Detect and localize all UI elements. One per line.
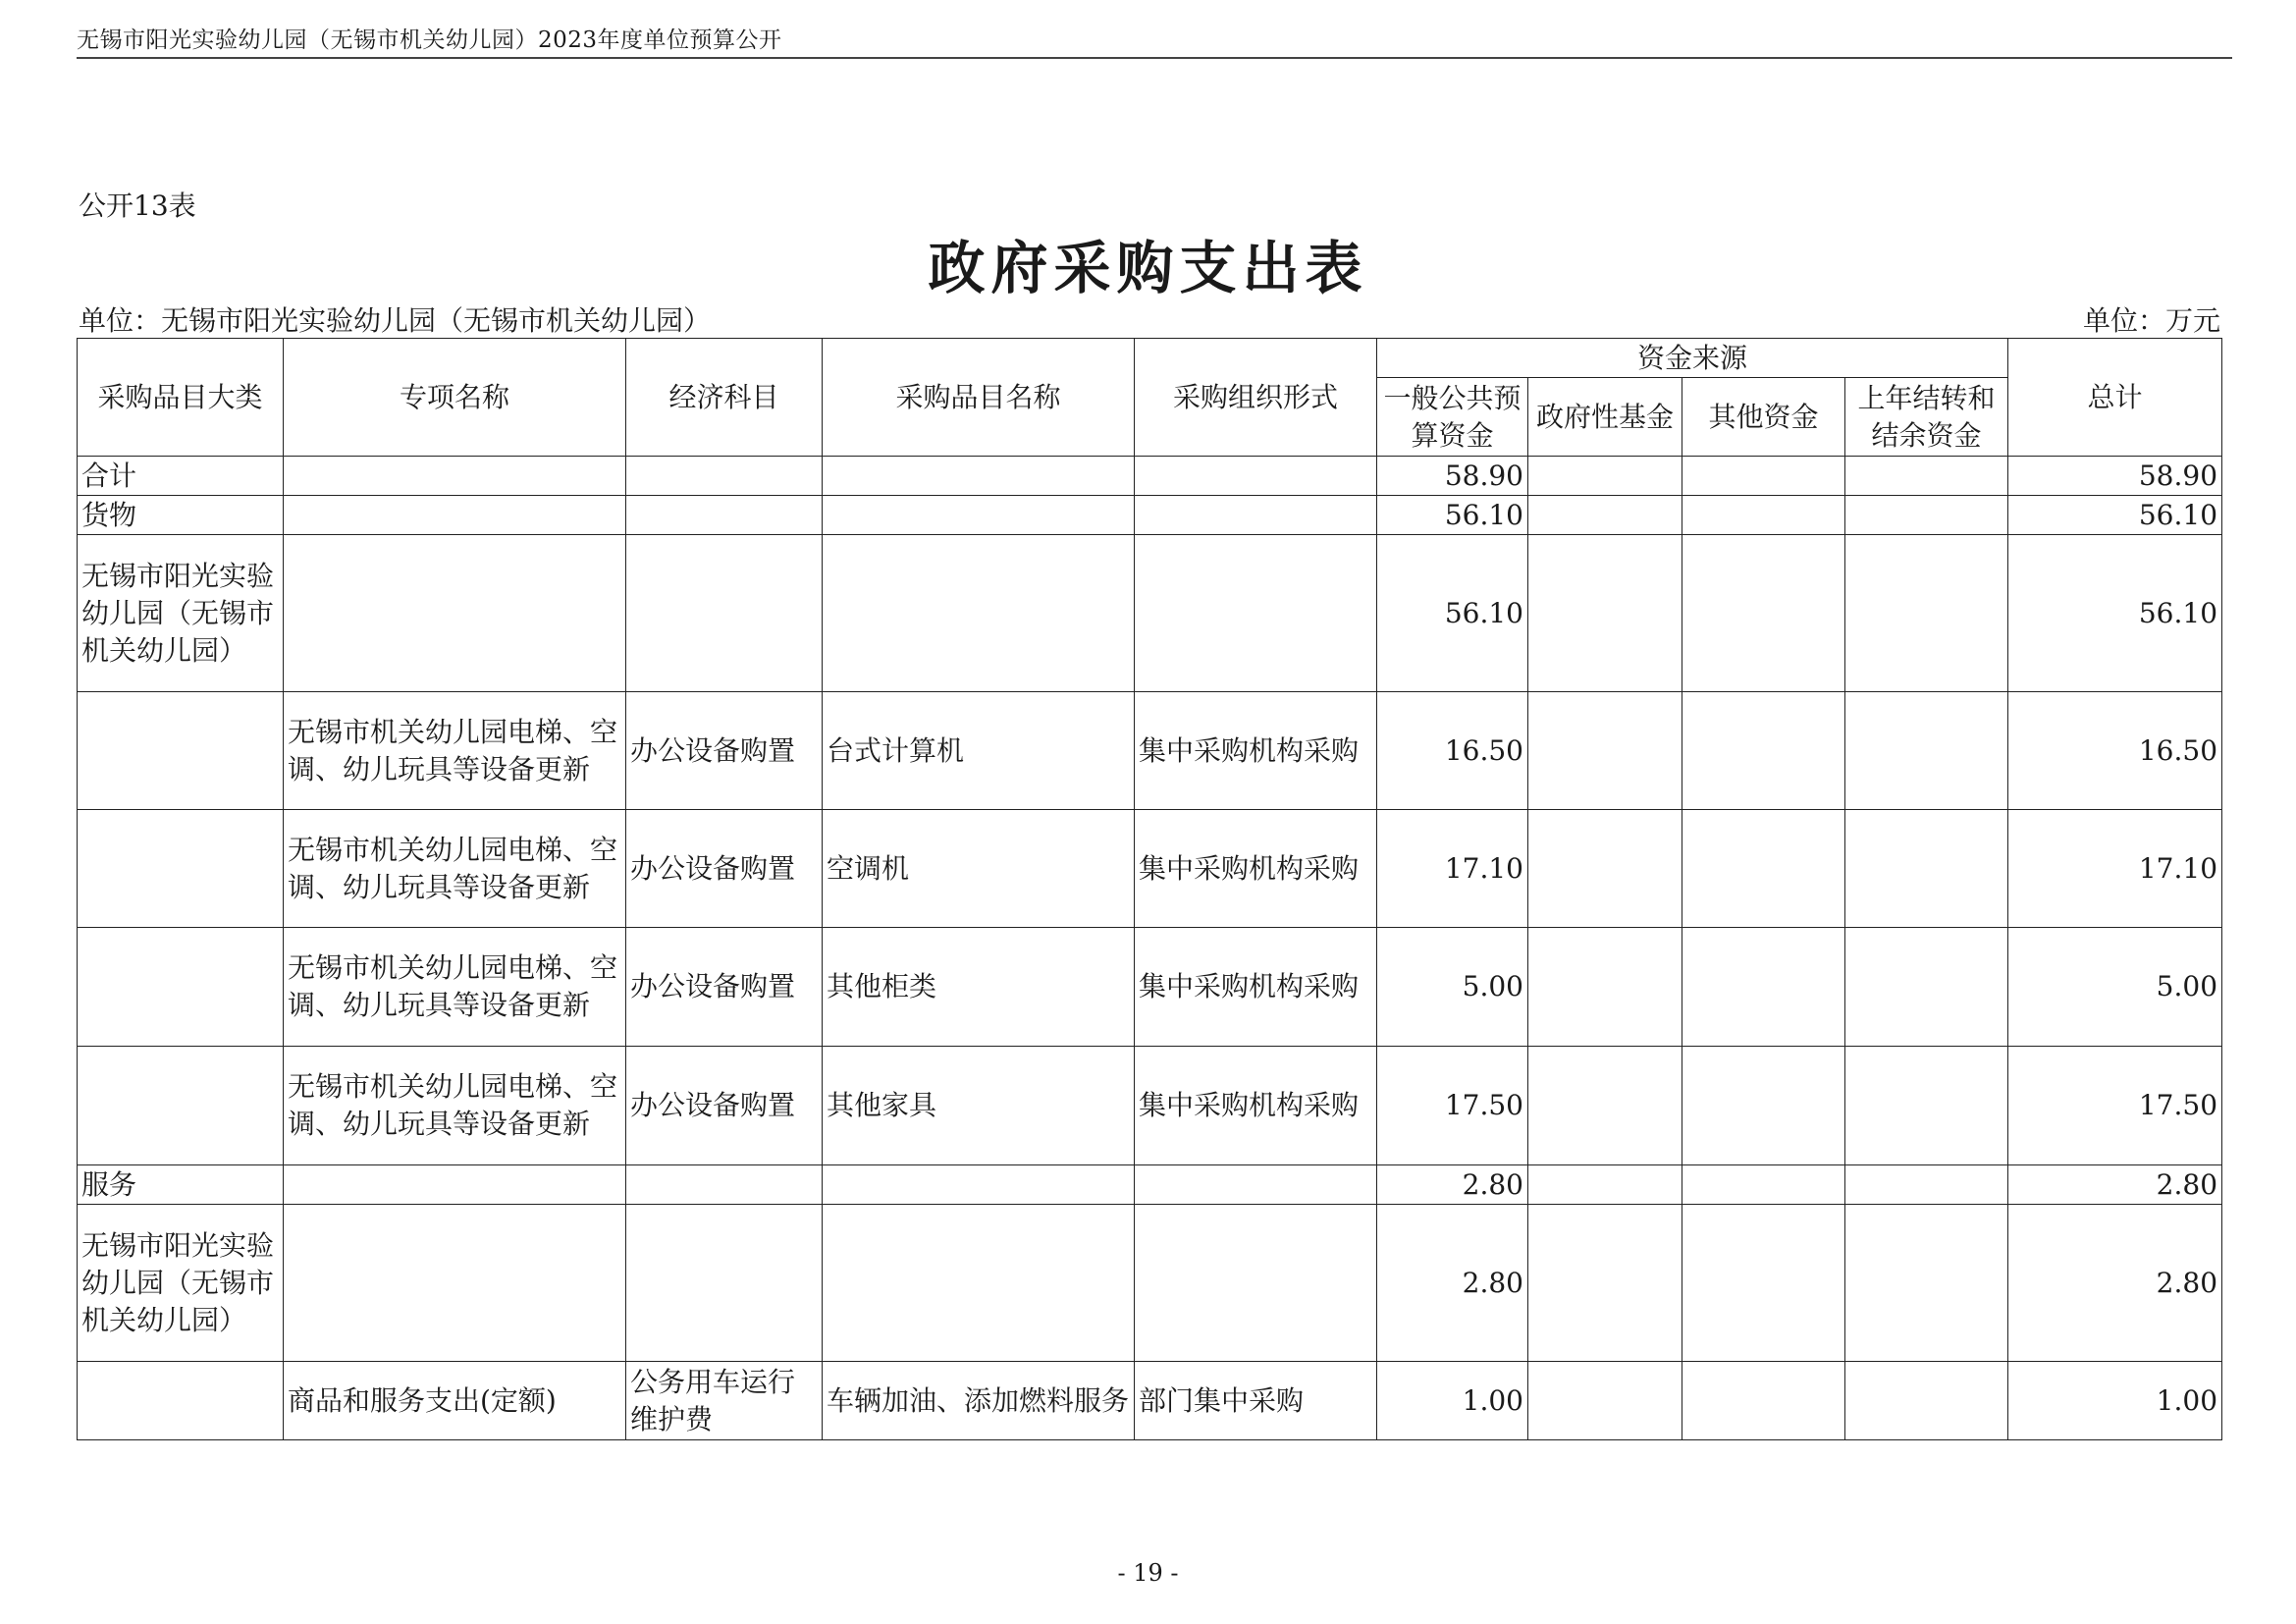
cell-org bbox=[1135, 1165, 1377, 1205]
cell-category bbox=[78, 692, 284, 810]
cell-project bbox=[284, 496, 626, 535]
cell-other bbox=[1682, 810, 1845, 928]
cell-total: 58.90 bbox=[2008, 457, 2222, 496]
cell-other bbox=[1682, 535, 1845, 692]
cell-category bbox=[78, 1362, 284, 1440]
cell-gov-fund bbox=[1528, 457, 1682, 496]
table-header bbox=[78, 339, 2222, 457]
cell-category: 无锡市阳光实验幼儿园（无锡市机关幼儿园） bbox=[78, 1205, 284, 1362]
cell-general: 56.10 bbox=[1377, 535, 1528, 692]
cell-category bbox=[78, 810, 284, 928]
cell-project: 无锡市机关幼儿园电梯、空调、幼儿玩具等设备更新 bbox=[284, 1047, 626, 1165]
cell-carryover bbox=[1845, 1205, 2008, 1362]
cell-other bbox=[1682, 692, 1845, 810]
cell-other bbox=[1682, 1047, 1845, 1165]
cell-project bbox=[284, 1165, 626, 1205]
header-econ: 经济科目 bbox=[626, 339, 823, 457]
header-other: 其他资金 bbox=[1682, 378, 1845, 457]
cell-other bbox=[1682, 928, 1845, 1047]
cell-org: 集中采购机构采购 bbox=[1135, 928, 1377, 1047]
cell-general: 17.50 bbox=[1377, 1047, 1528, 1165]
cell-org: 集中采购机构采购 bbox=[1135, 692, 1377, 810]
cell-gov-fund bbox=[1528, 928, 1682, 1047]
cell-gov-fund bbox=[1528, 496, 1682, 535]
cell-org: 集中采购机构采购 bbox=[1135, 1047, 1377, 1165]
cell-econ: 办公设备购置 bbox=[626, 692, 823, 810]
cell-total: 5.00 bbox=[2008, 928, 2222, 1047]
table-row bbox=[78, 457, 2222, 496]
currency-unit-label: 单位：万元 bbox=[2082, 304, 2220, 337]
header-category: 采购品目大类 bbox=[78, 339, 284, 457]
cell-total: 2.80 bbox=[2008, 1165, 2222, 1205]
cell-general: 56.10 bbox=[1377, 496, 1528, 535]
cell-category: 服务 bbox=[78, 1165, 284, 1205]
cell-general: 58.90 bbox=[1377, 457, 1528, 496]
cell-org bbox=[1135, 1205, 1377, 1362]
cell-category bbox=[78, 1047, 284, 1165]
table-row bbox=[78, 692, 2222, 810]
cell-org bbox=[1135, 535, 1377, 692]
cell-gov-fund bbox=[1528, 692, 1682, 810]
cell-gov-fund bbox=[1528, 1047, 1682, 1165]
cell-carryover bbox=[1845, 535, 2008, 692]
cell-gov-fund bbox=[1528, 1205, 1682, 1362]
cell-general: 16.50 bbox=[1377, 692, 1528, 810]
cell-gov-fund bbox=[1528, 810, 1682, 928]
cell-gov-fund bbox=[1528, 1165, 1682, 1205]
cell-category: 无锡市阳光实验幼儿园（无锡市机关幼儿园） bbox=[78, 535, 284, 692]
cell-general: 2.80 bbox=[1377, 1165, 1528, 1205]
cell-total: 56.10 bbox=[2008, 535, 2222, 692]
cell-project: 无锡市机关幼儿园电梯、空调、幼儿玩具等设备更新 bbox=[284, 810, 626, 928]
cell-other bbox=[1682, 1205, 1845, 1362]
cell-item: 其他柜类 bbox=[823, 928, 1135, 1047]
header-org: 采购组织形式 bbox=[1135, 339, 1377, 457]
cell-item: 台式计算机 bbox=[823, 692, 1135, 810]
cell-general: 17.10 bbox=[1377, 810, 1528, 928]
cell-total: 2.80 bbox=[2008, 1205, 2222, 1362]
cell-econ bbox=[626, 496, 823, 535]
cell-gov-fund bbox=[1528, 535, 1682, 692]
cell-item: 其他家具 bbox=[823, 1047, 1135, 1165]
cell-project bbox=[284, 457, 626, 496]
cell-econ: 办公设备购置 bbox=[626, 810, 823, 928]
cell-econ: 办公设备购置 bbox=[626, 1047, 823, 1165]
table-body bbox=[78, 457, 2222, 1440]
cell-general: 1.00 bbox=[1377, 1362, 1528, 1440]
running-header: 无锡市阳光实验幼儿园（无锡市机关幼儿园）2023年度单位预算公开 bbox=[77, 27, 782, 53]
cell-item: 车辆加油、添加燃料服务 bbox=[823, 1362, 1135, 1440]
cell-org: 集中采购机构采购 bbox=[1135, 810, 1377, 928]
cell-item bbox=[823, 535, 1135, 692]
cell-item bbox=[823, 1205, 1135, 1362]
table-row bbox=[78, 1165, 2222, 1205]
cell-carryover bbox=[1845, 1047, 2008, 1165]
cell-org bbox=[1135, 457, 1377, 496]
cell-org: 部门集中采购 bbox=[1135, 1362, 1377, 1440]
table-row bbox=[78, 535, 2222, 692]
cell-carryover bbox=[1845, 928, 2008, 1047]
table-row bbox=[78, 1205, 2222, 1362]
header-general: 一般公共预算资金 bbox=[1377, 378, 1528, 457]
table-row bbox=[78, 928, 2222, 1047]
table-row bbox=[78, 1047, 2222, 1165]
cell-carryover bbox=[1845, 1165, 2008, 1205]
cell-org bbox=[1135, 496, 1377, 535]
cell-item bbox=[823, 457, 1135, 496]
cell-project: 无锡市机关幼儿园电梯、空调、幼儿玩具等设备更新 bbox=[284, 928, 626, 1047]
cell-carryover bbox=[1845, 810, 2008, 928]
cell-total: 16.50 bbox=[2008, 692, 2222, 810]
table-row bbox=[78, 1362, 2222, 1440]
cell-project: 商品和服务支出(定额) bbox=[284, 1362, 626, 1440]
cell-other bbox=[1682, 457, 1845, 496]
cell-project bbox=[284, 1205, 626, 1362]
table-row bbox=[78, 496, 2222, 535]
cell-total: 56.10 bbox=[2008, 496, 2222, 535]
table-row bbox=[78, 810, 2222, 928]
cell-econ: 办公设备购置 bbox=[626, 928, 823, 1047]
cell-econ bbox=[626, 1205, 823, 1362]
header-total: 总计 bbox=[2008, 339, 2222, 457]
cell-category: 合计 bbox=[78, 457, 284, 496]
cell-project bbox=[284, 535, 626, 692]
cell-econ bbox=[626, 1165, 823, 1205]
cell-econ bbox=[626, 457, 823, 496]
cell-gov-fund bbox=[1528, 1362, 1682, 1440]
procurement-table bbox=[77, 338, 2222, 1440]
cell-carryover bbox=[1845, 1362, 2008, 1440]
cell-total: 17.50 bbox=[2008, 1047, 2222, 1165]
header-fund-source: 资金来源 bbox=[1377, 339, 2008, 378]
cell-general: 5.00 bbox=[1377, 928, 1528, 1047]
page-number: - 19 - bbox=[1117, 1559, 1179, 1587]
cell-general: 2.80 bbox=[1377, 1205, 1528, 1362]
header-gov-fund: 政府性基金 bbox=[1528, 378, 1682, 457]
cell-carryover bbox=[1845, 457, 2008, 496]
cell-other bbox=[1682, 496, 1845, 535]
cell-econ bbox=[626, 535, 823, 692]
header-rule bbox=[77, 57, 2232, 59]
cell-carryover bbox=[1845, 496, 2008, 535]
cell-project: 无锡市机关幼儿园电梯、空调、幼儿玩具等设备更新 bbox=[284, 692, 626, 810]
cell-other bbox=[1682, 1165, 1845, 1205]
header-item: 采购品目名称 bbox=[823, 339, 1135, 457]
table-number: 公开13表 bbox=[79, 189, 196, 222]
cell-econ: 公务用车运行维护费 bbox=[626, 1362, 823, 1440]
cell-item bbox=[823, 1165, 1135, 1205]
cell-other bbox=[1682, 1362, 1845, 1440]
header-project: 专项名称 bbox=[284, 339, 626, 457]
unit-label: 单位：无锡市阳光实验幼儿园（无锡市机关幼儿园） bbox=[79, 304, 712, 337]
cell-carryover bbox=[1845, 692, 2008, 810]
cell-item bbox=[823, 496, 1135, 535]
cell-category bbox=[78, 928, 284, 1047]
header-carryover: 上年结转和结余资金 bbox=[1845, 378, 2008, 457]
page-title: 政府采购支出表 bbox=[928, 235, 1368, 301]
cell-total: 17.10 bbox=[2008, 810, 2222, 928]
cell-item: 空调机 bbox=[823, 810, 1135, 928]
cell-total: 1.00 bbox=[2008, 1362, 2222, 1440]
cell-category: 货物 bbox=[78, 496, 284, 535]
